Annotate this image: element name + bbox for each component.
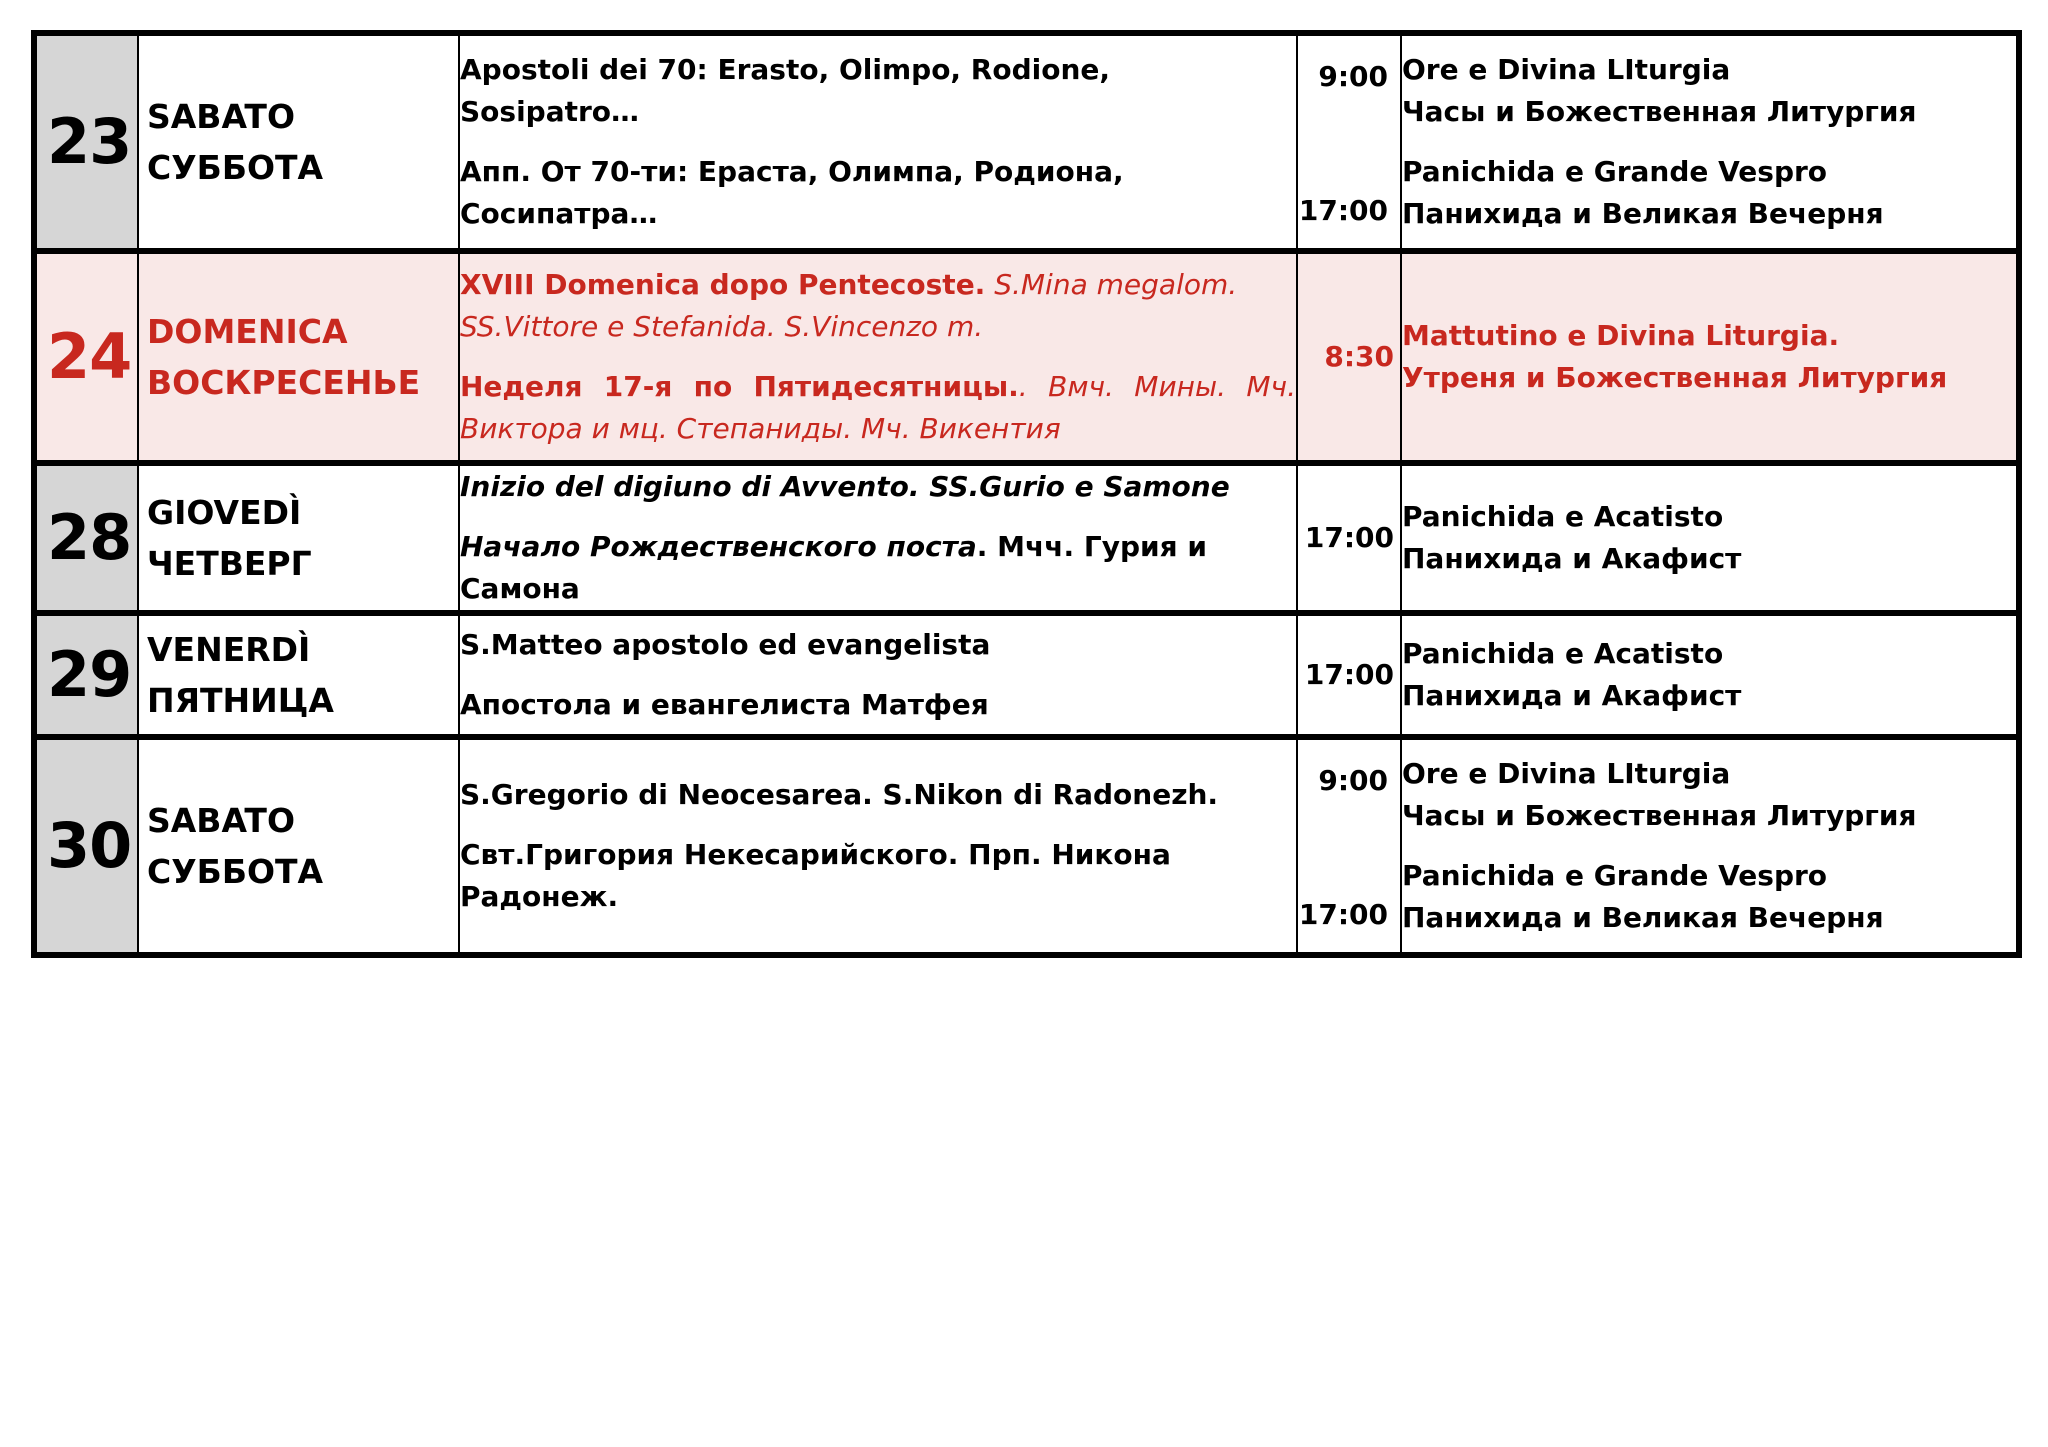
commemoration-cell	[459, 33, 1297, 251]
schedule-row	[34, 33, 2019, 251]
commemoration-it: Apostoli dei 70: Erasto, Olimpo, Rodione, Sosipatro…	[460, 53, 1111, 128]
time-cell	[1297, 613, 1401, 737]
service-ru: Часы и Божественная Литургия	[1402, 799, 1917, 832]
weekday-cell	[138, 613, 459, 737]
commemoration-cell	[459, 463, 1297, 613]
service-it: Panichida e Grande Vespro	[1402, 859, 1828, 892]
service-it: Panichida e Grande Vespro	[1402, 155, 1828, 188]
service-it: Panichida e Acatisto	[1402, 637, 1724, 670]
services-cell	[1401, 33, 2019, 251]
weekday-it: SABATO	[147, 97, 296, 136]
services-cell	[1401, 463, 2019, 613]
schedule-table	[31, 30, 2022, 958]
weekday-cell	[138, 33, 459, 251]
commemoration-ru-title: Неделя 17-я по Пятидесятницы.	[460, 370, 1019, 403]
service-time: 17:00	[1304, 658, 1394, 691]
date-number: 29	[47, 638, 132, 711]
date-cell	[34, 737, 138, 955]
weekday-cell	[138, 737, 459, 955]
service-block	[1402, 315, 2016, 399]
service-ru: Панихида и Акафист	[1402, 679, 1742, 712]
date-number: 28	[47, 501, 132, 574]
commemoration-ru: Апостола и евангелиста Матфея	[460, 688, 989, 721]
service-it: Ore e Divina LIturgia	[1402, 53, 1731, 86]
weekday-ru: СУББОТА	[147, 148, 324, 187]
commemoration-it-title: XVIII Domenica dopo Pentecoste.	[460, 268, 986, 301]
weekday-it: SABATO	[147, 801, 296, 840]
commemoration-ru-fast: Начало Рождественского поста	[460, 530, 977, 563]
time-cell	[1297, 463, 1401, 613]
commemoration-cell	[459, 613, 1297, 737]
service-time: 9:00	[1318, 60, 1388, 93]
services-cell	[1401, 613, 2019, 737]
weekday-it: DOMENICA	[147, 312, 348, 351]
weekday-ru: ВОСКРЕСЕНЬЕ	[147, 363, 421, 402]
service-block	[1402, 753, 2016, 837]
commemoration-ru: Свт.Григория Некесарийского. Прп. Никона Радонеж.	[460, 838, 1171, 913]
time-cell	[1297, 33, 1401, 251]
weekday-cell	[138, 463, 459, 613]
weekday-ru: ПЯТНИЦА	[147, 681, 334, 720]
services-cell	[1401, 737, 2019, 955]
service-block	[1402, 49, 2016, 133]
time-cell	[1297, 251, 1401, 463]
service-ru: Панихида и Великая Вечерня	[1402, 901, 1884, 934]
commemoration-ru: Апп. От 70-ти: Ераста, Олимпа, Родиона, Сосипатра…	[460, 155, 1124, 230]
commemoration-ru	[460, 366, 1296, 450]
weekday-it: GIOVEDÌ	[147, 493, 302, 532]
date-cell	[34, 463, 138, 613]
service-time: 8:30	[1324, 340, 1394, 373]
time-cell	[1297, 737, 1401, 955]
date-cell	[34, 33, 138, 251]
schedule-row	[34, 463, 2019, 613]
commemoration-cell	[459, 251, 1297, 463]
service-time: 17:00	[1298, 194, 1388, 227]
service-block	[1402, 151, 2016, 235]
weekday-ru: СУББОТА	[147, 852, 324, 891]
schedule-row	[34, 737, 2019, 955]
date-number: 23	[47, 105, 132, 178]
commemoration-it: Inizio del digiuno di Avvento. SS.Gurio e Samone	[460, 470, 1230, 503]
service-block	[1402, 855, 2016, 939]
commemoration-it-saints: S.Mina megalom. SS.Vittore e Stefanida. S.Vincenzo m.	[460, 268, 1238, 343]
service-it: Ore e Divina LIturgia	[1402, 757, 1731, 790]
date-number: 24	[47, 320, 132, 393]
date-cell	[34, 251, 138, 463]
service-time: 17:00	[1298, 898, 1388, 931]
commemoration-ru-saints: . Вмч. Мины. Мч. Виктора и мц. Степаниды. Мч. Викентия	[460, 370, 1296, 445]
date-number: 30	[47, 809, 132, 882]
schedule-row	[34, 613, 2019, 737]
weekday-cell	[138, 251, 459, 463]
weekday-ru: ЧЕТВЕРГ	[147, 544, 312, 583]
service-it: Mattutino e Divina Liturgia.	[1402, 319, 1840, 352]
schedule-row	[34, 251, 2019, 463]
commemoration-ru-saints: . Мчч. Гурия и Самона	[460, 530, 1207, 605]
service-ru: Панихида и Акафист	[1402, 542, 1742, 575]
service-block	[1402, 633, 2016, 717]
commemoration-cell	[459, 737, 1297, 955]
services-cell	[1401, 251, 2019, 463]
service-ru: Часы и Божественная Литургия	[1402, 95, 1917, 128]
service-time: 9:00	[1318, 764, 1388, 797]
weekday-it: VENERDÌ	[147, 630, 311, 669]
date-cell	[34, 613, 138, 737]
commemoration-it: S.Matteo apostolo ed evangelista	[460, 628, 991, 661]
service-ru: Панихида и Великая Вечерня	[1402, 197, 1884, 230]
commemoration-it	[460, 264, 1296, 348]
service-it: Panichida e Acatisto	[1402, 500, 1724, 533]
commemoration-it: S.Gregorio di Neocesarea. S.Nikon di Radonezh.	[460, 778, 1219, 811]
service-ru: Утреня и Божественная Литургия	[1402, 361, 1948, 394]
service-block	[1402, 496, 2016, 580]
service-time: 17:00	[1304, 521, 1394, 554]
commemoration-ru	[460, 526, 1296, 610]
